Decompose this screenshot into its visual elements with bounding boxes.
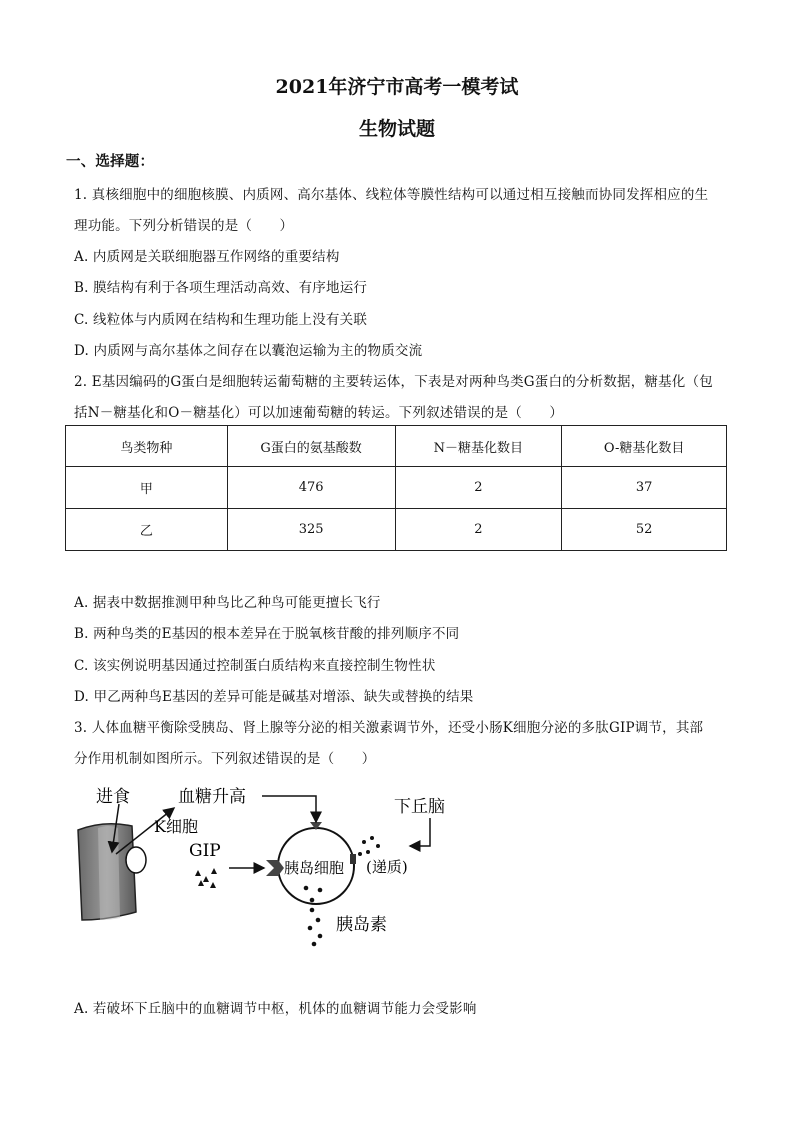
bird-g-protein-table xyxy=(65,425,727,551)
table-cell: 476 xyxy=(227,467,395,509)
gip-diagram xyxy=(74,782,474,952)
section-heading: 一、选择题： xyxy=(66,153,155,170)
table-header-cell: N－糖基化数目 xyxy=(395,426,562,467)
table-header-cell: 鸟类物种 xyxy=(66,426,228,467)
q2-stem-line1: 2. E基因编码的G蛋白是细胞转运葡萄糖的主要转运体，下表是对两种鸟类G蛋白的分析数据，糖基化（包 xyxy=(74,374,713,390)
exam-subtitle: 生物试题 xyxy=(358,118,435,140)
table-cell: 37 xyxy=(562,467,727,509)
table-cell: 2 xyxy=(395,509,562,551)
table-header-cell: O-糖基化数目 xyxy=(562,426,727,467)
intestine-tube xyxy=(78,824,136,920)
gip-label: GIP xyxy=(189,841,221,861)
table-row xyxy=(66,467,727,509)
table-row xyxy=(66,509,727,551)
table-cell: 52 xyxy=(562,509,727,551)
q2-option-b: B. 两种鸟类的E基因的根本差异在于脱氧核苷酸的排列顺序不同 xyxy=(74,626,460,642)
exam-title: 2021年济宁市高考一模考试 xyxy=(275,76,519,98)
hypothalamus-arrow xyxy=(410,818,430,846)
gip-molecules xyxy=(195,868,217,888)
q1-option-a: A. 内质网是关联细胞器互作网络的重要结构 xyxy=(74,249,340,265)
hypothalamus-label: 下丘脑 xyxy=(394,797,445,817)
q2-option-d: D. 甲乙两种鸟E基因的差异可能是碱基对增添、缺失或替换的结果 xyxy=(74,689,474,705)
q2-option-a: A. 据表中数据推测甲种鸟比乙种鸟可能更擅长飞行 xyxy=(74,595,381,611)
q1-stem-line2: 理功能。下列分析错误的是（ ） xyxy=(74,218,294,234)
q2-stem-line2: 括N－糖基化和O－糖基化）可以加速葡萄糖的转运。下列叙述错误的是（ ） xyxy=(74,405,564,421)
table-cell: 甲 xyxy=(66,467,228,509)
q3-option-a: A. 若破坏下丘脑中的血糖调节中枢，机体的血糖调节能力会受影响 xyxy=(74,1001,477,1017)
glucose-rise-label: 血糖升高 xyxy=(178,787,246,807)
q1-option-b: B. 膜结构有利于各项生理活动高效、有序地运行 xyxy=(74,280,368,296)
eating-label: 进食 xyxy=(96,787,130,807)
table-header-cell: G蛋白的氨基酸数 xyxy=(227,426,395,467)
transmitter-receptor xyxy=(350,854,356,864)
table-header-row xyxy=(66,426,727,467)
glucose-to-islet-arrow xyxy=(262,796,316,822)
q1-option-c: C. 线粒体与内质网在结构和生理功能上没有关联 xyxy=(74,312,368,328)
gip-mechanism-figure xyxy=(74,782,474,952)
q1-option-d: D. 内质网与高尔基体之间存在以囊泡运输为主的物质交流 xyxy=(74,343,423,359)
q2-option-c: C. 该实例说明基因通过控制蛋白质结构来直接控制生物性状 xyxy=(74,658,436,674)
k-cell-shape xyxy=(126,847,146,873)
table-cell: 325 xyxy=(227,509,395,551)
q3-stem-line1: 3. 人体血糖平衡除受胰岛、肾上腺等分泌的相关激素调节外，还受小肠K细胞分泌的多肽GIP调节，其部 xyxy=(74,720,704,736)
transmitter-dots xyxy=(358,836,380,856)
table-cell: 2 xyxy=(395,467,562,509)
k-cell-label: K细胞 xyxy=(154,817,198,836)
table-cell: 乙 xyxy=(66,509,228,551)
q1-stem-line1: 1. 真核细胞中的细胞核膜、内质网、高尔基体、线粒体等膜性结构可以通过相互接触而协同发挥相应的生 xyxy=(74,187,709,203)
q3-stem-line2: 分作用机制如图所示。下列叙述错误的是（ ） xyxy=(74,751,376,767)
transmitter-label: (递质) xyxy=(366,858,408,876)
islet-cell-label: 胰岛细胞 xyxy=(284,859,345,877)
insulin-label: 胰岛素 xyxy=(336,915,387,935)
